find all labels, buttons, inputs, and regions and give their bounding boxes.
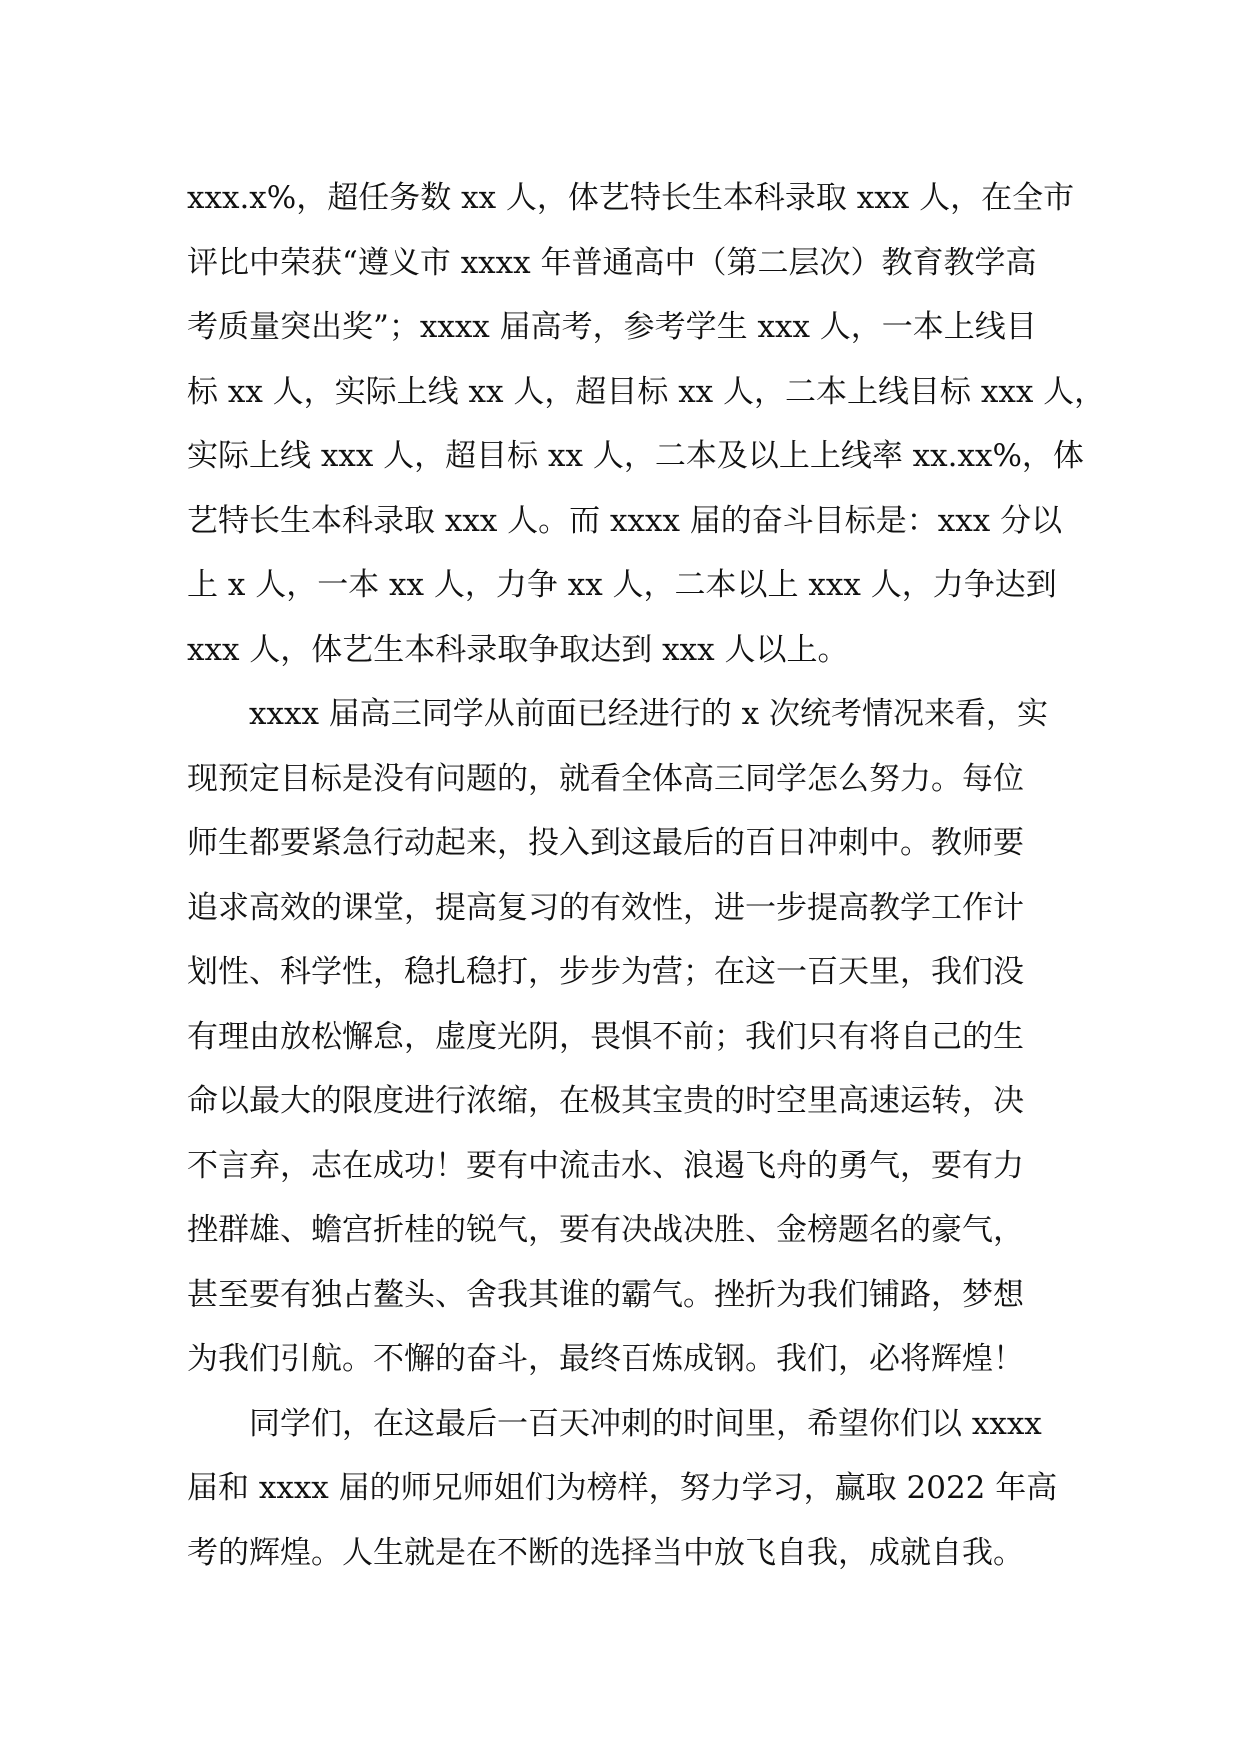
- text-line: 实际上线 xxx 人，超目标 xx 人，二本及以上上线率 xx.xx%，体: [187, 438, 1084, 474]
- text-line: 有理由放松懈怠，虚度光阴，畏惧不前；我们只有将自己的生: [187, 1018, 1024, 1055]
- text-line: 为我们引航。不懈的奋斗，最终百炼成钢。我们，必将辉煌！: [187, 1341, 1024, 1377]
- text-line: 追求高效的课堂，提高复习的有效性，进一步提高教学工作计: [187, 889, 1024, 926]
- text-line: 届和 xxxx 届的师兄师姐们为榜样，努力学习，赢取 2022 年高: [187, 1470, 1058, 1506]
- text-line: xxx 人，体艺生本科录取争取达到 xxx 人以上。: [187, 631, 849, 668]
- text-line: 不言弃，志在成功！要有中流击水、浪遏飞舟的勇气，要有力: [187, 1147, 1024, 1184]
- text-line: xxx.x%，超任务数 xx 人，体艺特长生本科录取 xxx 人，在全市: [187, 180, 1075, 216]
- text-line: 考的辉煌。人生就是在不断的选择当中放飞自我，成就自我。: [187, 1534, 1024, 1571]
- text-line: xxxx 届高三同学从前面已经进行的 x 次统考情况来看，实: [187, 696, 1048, 732]
- text-line: 挫群雄、蟾宫折桂的锐气，要有决战决胜、金榜题名的豪气，: [187, 1212, 1024, 1248]
- text-line: 划性、科学性，稳扎稳打，步步为营；在这一百天里，我们没: [187, 954, 1024, 990]
- text-line: 上 x 人，一本 xx 人，力争 xx 人，二本以上 xxx 人，力争达到: [187, 567, 1057, 603]
- text-line: 命以最大的限度进行浓缩，在极其宝贵的时空里高速运转，决: [187, 1083, 1024, 1119]
- text-line: 评比中荣获“遵义市 xxxx 年普通高中（第二层次）教育教学高: [187, 244, 1037, 281]
- text-line: 师生都要紧急行动起来，投入到这最后的百日冲刺中。教师要: [187, 825, 1024, 861]
- text-line: 现预定目标是没有问题的，就看全体高三同学怎么努力。每位: [187, 760, 1024, 797]
- text-line: 同学们，在这最后一百天冲刺的时间里，希望你们以 xxxx: [187, 1405, 1042, 1442]
- text-line: 标 xx 人，实际上线 xx 人，超目标 xx 人，二本上线目标 xxx 人，: [187, 373, 1106, 410]
- text-line: 甚至要有独占鳌头、舍我其谁的霸气。挫折为我们铺路，梦想: [187, 1276, 1024, 1313]
- text-line: 考质量突出奖”；xxxx 届高考，参考学生 xxx 人，一本上线目: [187, 309, 1037, 345]
- text-line: 艺特长生本科录取 xxx 人。而 xxxx 届的奋斗目标是：xxx 分以: [187, 502, 1063, 539]
- body-text: [187, 166, 1106, 1585]
